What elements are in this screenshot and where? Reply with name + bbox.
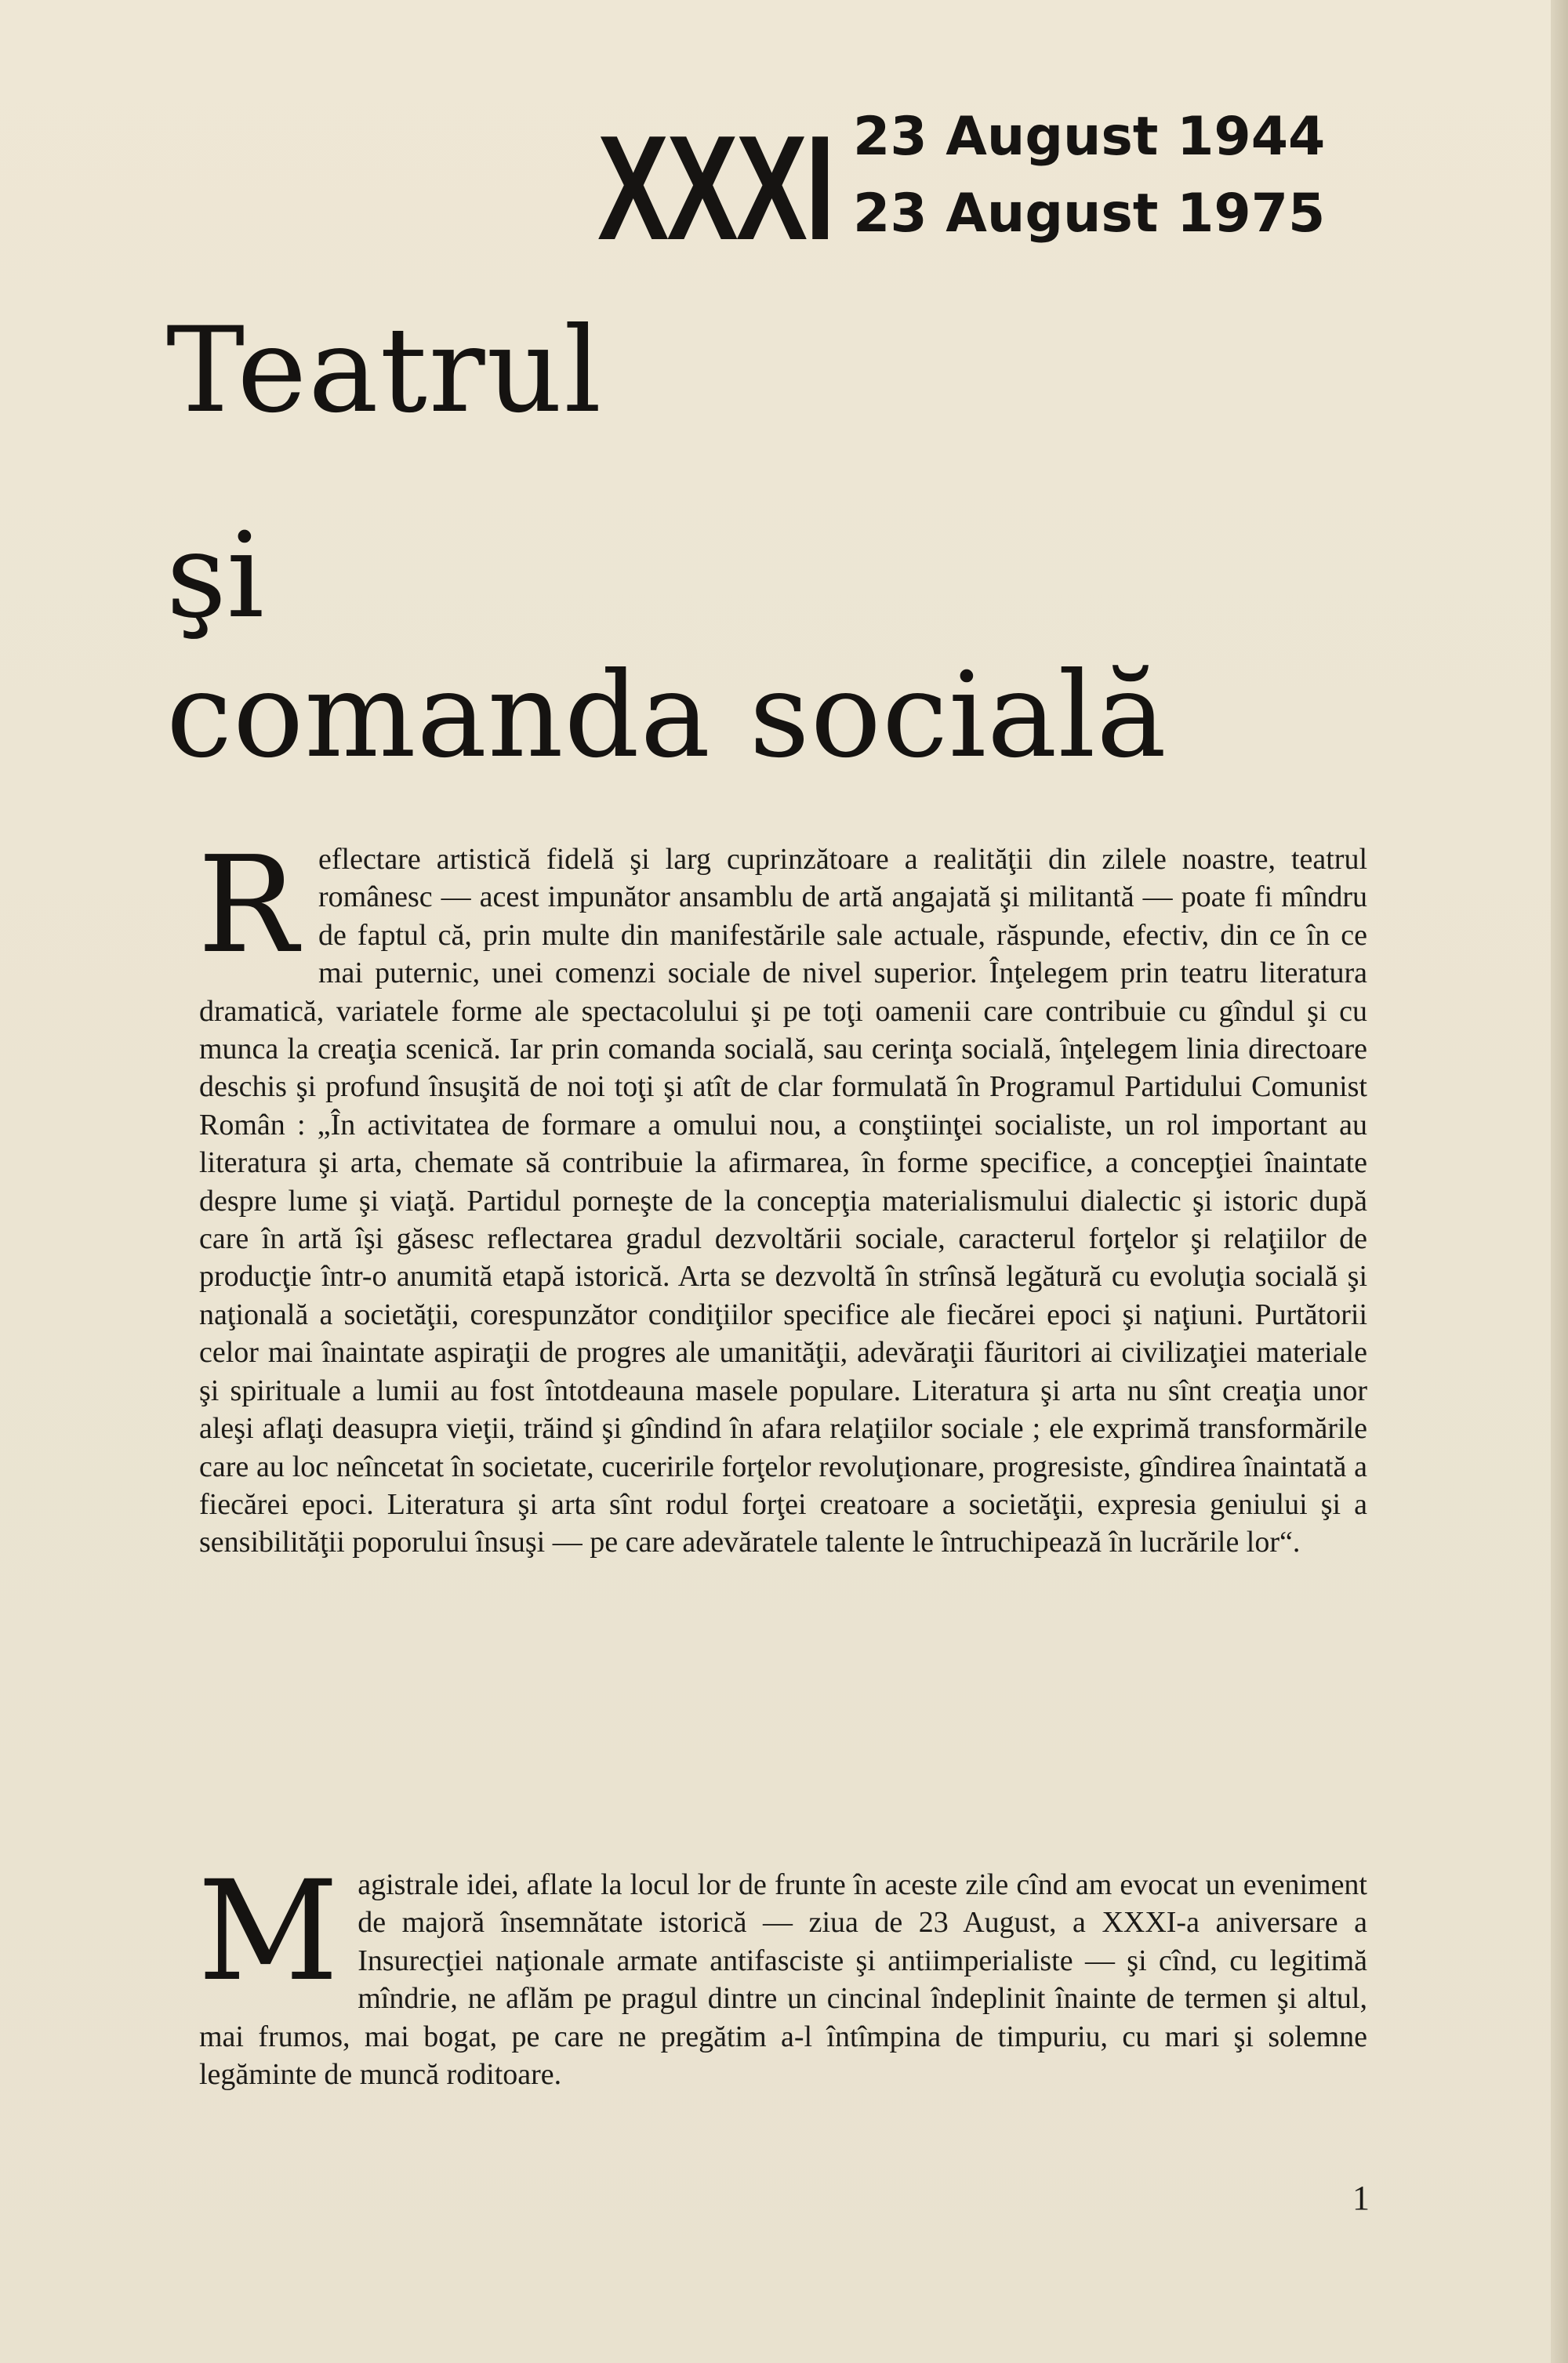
- date-line-1944: 23 August 1944: [853, 106, 1326, 168]
- date-line-1975: 23 August 1975: [853, 183, 1326, 245]
- paragraph-2-text: agistrale idei, aflate la locul lor de frunte în aceste zile cînd am evocat un eveniment de majoră însemnătate istorică — ziua de 23 August, a XXXI-a aniversare a Insurecţiei naţionale armate antifasciste şi antiimperialiste — şi cînd, cu legitimă mîndrie, ne aflăm pe pragul dintre un cincinal îndeplinit înainte de termen şi altul, mai frumos, mai bogat, pe care ne pregătim a-l întîmpina de timpuriu, cu mari şi solemne legăminte de muncă roditoare.: [199, 1868, 1367, 2092]
- article-paragraph-2: [198, 1851, 1367, 2093]
- issue-numeral: XXXI: [597, 105, 833, 271]
- page-number: 1: [1352, 2179, 1370, 2217]
- article-title-line-3: comanda socială: [166, 648, 1167, 784]
- page-edge-shadow: [1551, 0, 1568, 2363]
- article-title-line-2: şi: [166, 508, 264, 644]
- drop-cap-m: M: [198, 1851, 339, 2012]
- drop-cap-r: R: [198, 828, 298, 983]
- article-paragraph-1: [198, 828, 1367, 1562]
- paragraph-1-text: eflectare artistică fidelă şi larg cuprinzătoare a realităţii din zilele noastre, teatrul românesc — acest impunător ansamblu de artă angajată şi militantă — poate fi mîndru de faptul că, prin multe din manifestările sale actuale, răspunde, efectiv, din ce în ce mai puternic, unei comenzi sociale de nivel superior. Înţelegem prin teatru literatura dramatică, variatele forme ale spectacolului şi pe toţi oamenii care contribuie cu gîndul şi cu munca la creaţia scenică. Iar prin comanda socială, sau cerinţa socială, înţelegem linia directoare deschis şi profund însuşită de noi toţi şi atît de clar formulată în Programul Partidului Comunist Român : „În activitatea de formare a omului nou, a conştiinţei socialiste, un rol important au literatura şi arta, chemate să contribuie la afirmarea, în forme specifice, a concepţiei înaintate despre lume şi viaţă. Partidul porneşte de la concepţia materialismului dialectic şi istoric după care în artă îşi găsesc reflectarea gradul dezvoltării sociale, caracterul forţelor şi relaţiilor de producţie într-o anumită etapă istorică. Arta se dezvoltă în strînsă legătură cu evoluţia socială şi naţională a societăţii, corespunzător condiţiilor specifice ale fiecărei epoci şi naţiuni. Purtătorii celor mai înaintate aspiraţii de progres ale umanităţii, adevăraţii făuritori ai civilizaţiei materiale şi spirituale a lumii au fost întotdeauna masele populare. Literatura şi arta nu sînt creaţia unor aleşi aflaţi deasupra vieţii, trăind şi gîndind în afara relaţiilor sociale ; ele exprimă transformările care au loc neîncetat în societate, cuceririle forţelor revoluţionare, progresiste, gîndirea înaintată a fiecărei epoci. Literatura şi arta sînt rodul forţei creatoare a societăţii, expresia geniului şi a sensibilităţii poporului însuşi — pe care adevăratele talente le întruchipează în lucrările lor“.: [199, 843, 1367, 1559]
- article-title-line-1: Teatrul: [166, 303, 604, 439]
